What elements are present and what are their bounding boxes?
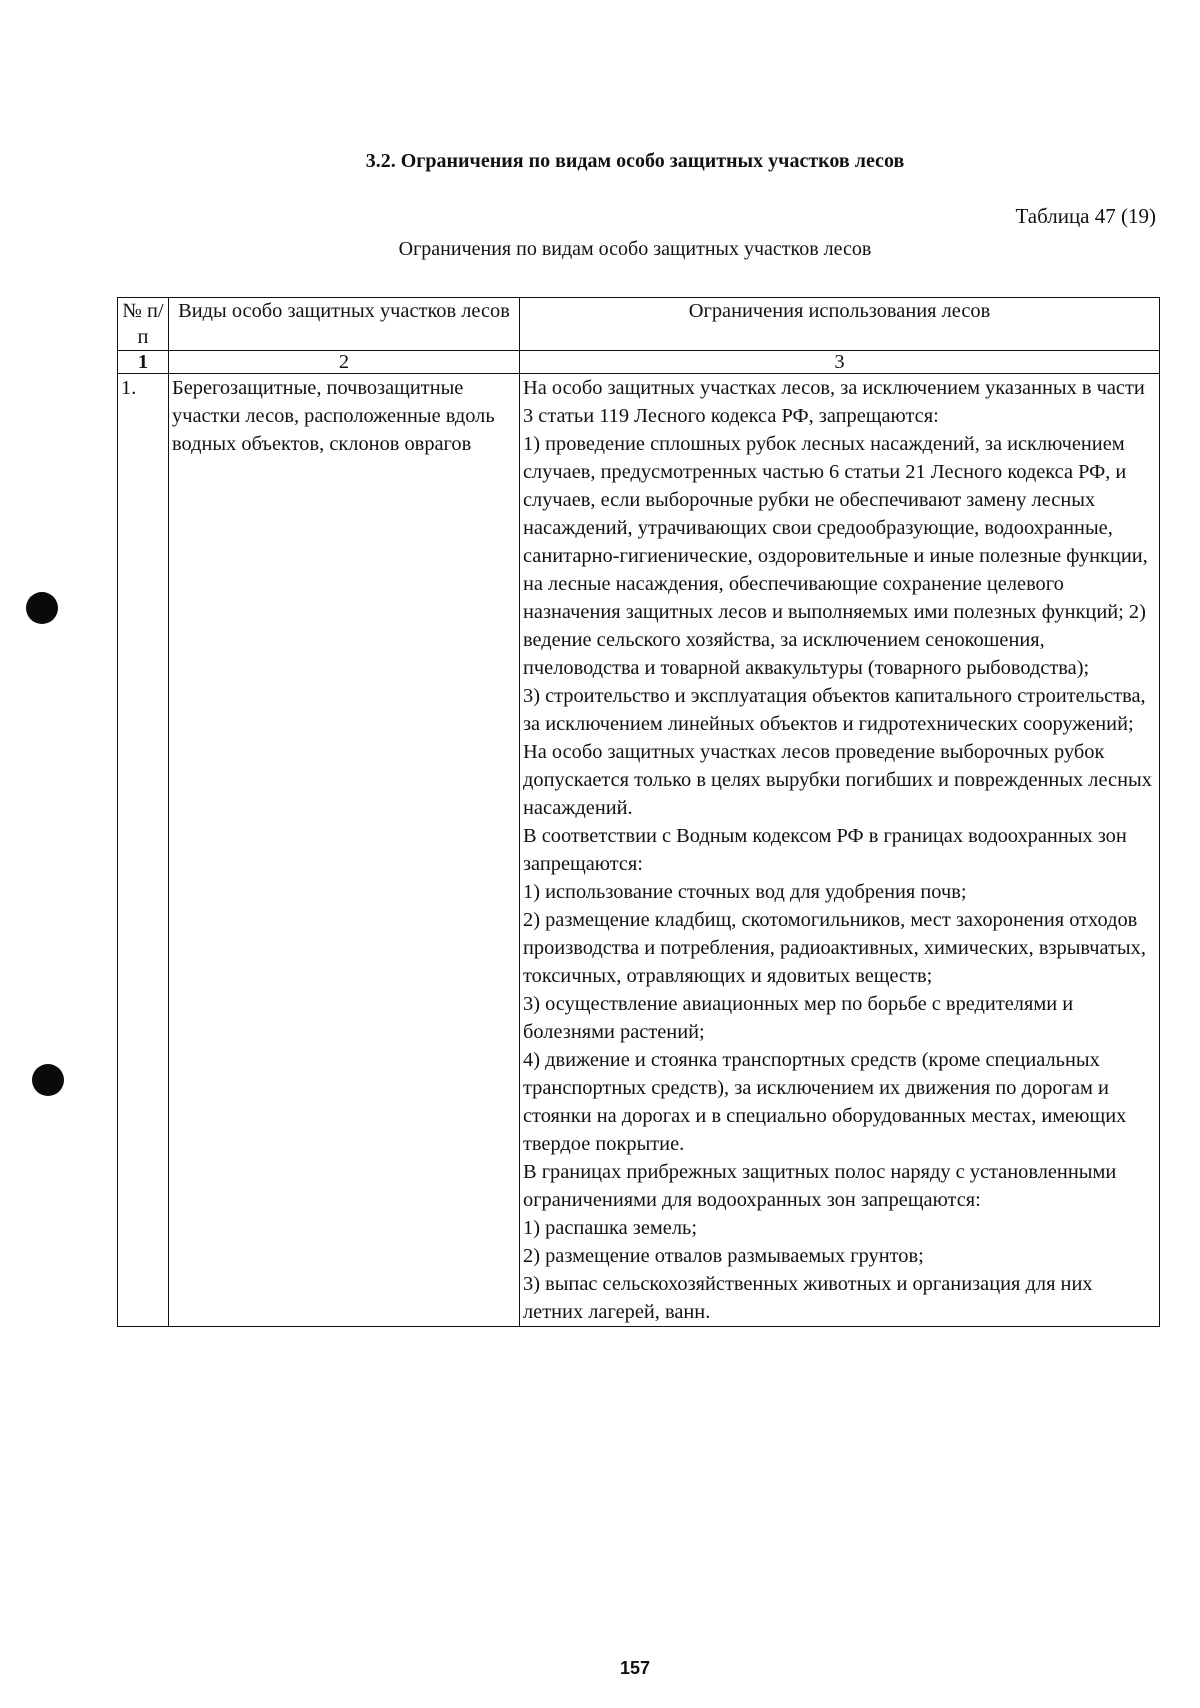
table-header-row — [118, 298, 1160, 351]
row-number: 1. — [118, 374, 169, 1327]
column-number-2: 2 — [169, 351, 520, 374]
table-row — [118, 374, 1160, 1327]
restriction-paragraph: 2) размещение отвалов размываемых грунтов; — [523, 1245, 924, 1267]
restriction-paragraph: 3) выпас сельскохозяйственных животных и организация для них летних лагерей, ванн. — [523, 1273, 1093, 1323]
row-restrictions — [520, 374, 1160, 1327]
restriction-paragraph: 1) проведение сплошных рубок лесных насаждений, за исключением случаев, предусмотренных частью 6 статьи 21 Лесного кодекса РФ, и случаев, если выборочные рубки не обеспечивают замену лесных насаждений, утрачивающих свои средообразующие, водоохранные, санитарно-гигиенические, оздоровительные и иные полезные функции, на лесные насаждения, обеспечивающие сохранение целевого назначения защитных лесов и выполняемых ими полезных функций; 2) ведение сельского хозяйства, за исключением сенокошения, пчеловодства и товарной аквакультуры (товарного рыбоводства); — [523, 433, 1148, 679]
header-kind: Виды особо защитных участков лесов — [169, 298, 520, 351]
restriction-paragraph: 1) распашка земель; — [523, 1217, 697, 1239]
restriction-paragraph: На особо защитных участках лесов проведение выборочных рубок допускается только в целях вырубки погибших и поврежденных лесных насаждений. — [523, 741, 1152, 819]
row-kind: Берегозащитные, почвозащитные участки лесов, расположенные вдоль водных объектов, склонов оврагов — [169, 374, 520, 1327]
column-number-1: 1 — [118, 351, 169, 374]
page-number: 157 — [619, 1658, 651, 1678]
restriction-paragraph: 2) размещение кладбищ, скотомогильников, мест захоронения отходов производства и потребления, радиоактивных, химических, взрывчатых, токсичных, отравляющих и ядовитых веществ; — [523, 909, 1146, 987]
binder-hole-bottom — [32, 1064, 64, 1096]
restriction-paragraph: 1) использование сточных вод для удобрения почв; — [523, 881, 967, 903]
table-caption: Ограничения по видам особо защитных участков лесов — [398, 238, 872, 260]
binder-hole-top — [26, 592, 58, 624]
section-title: 3.2. Ограничения по видам особо защитных участков лесов — [365, 150, 905, 172]
restriction-paragraph: 4) движение и стоянка транспортных средств (кроме специальных транспортных средств), за исключением их движения по дорогам и стоянки на дорогах и в специально оборудованных местах, имеющих твердое покрытие. — [523, 1049, 1127, 1155]
restriction-paragraph: 3) строительство и эксплуатация объектов капитального строительства, за исключением линейных объектов и гидротехнических сооружений; — [523, 685, 1146, 735]
header-restrictions: Ограничения использования лесов — [520, 298, 1160, 351]
restrictions-list — [523, 374, 1156, 1326]
restriction-paragraph: 3) осуществление авиационных мер по борьбе с вредителями и болезнями растений; — [523, 993, 1074, 1043]
restriction-paragraph: В соответствии с Водным кодексом РФ в границах водоохранных зон запрещаются: — [523, 825, 1127, 875]
column-numbers-row — [118, 351, 1160, 374]
restrictions-table — [117, 297, 1160, 1327]
column-number-3: 3 — [520, 351, 1160, 374]
restriction-paragraph: На особо защитных участках лесов, за исключением указанных в части 3 статьи 119 Лесного кодекса РФ, запрещаются: — [523, 377, 1145, 427]
table-number: Таблица 47 (19) — [1015, 204, 1156, 228]
header-number: № п/п — [118, 298, 169, 351]
restriction-paragraph: В границах прибрежных защитных полос наряду с установленными ограничениями для водоохранных зон запрещаются: — [523, 1161, 1117, 1211]
